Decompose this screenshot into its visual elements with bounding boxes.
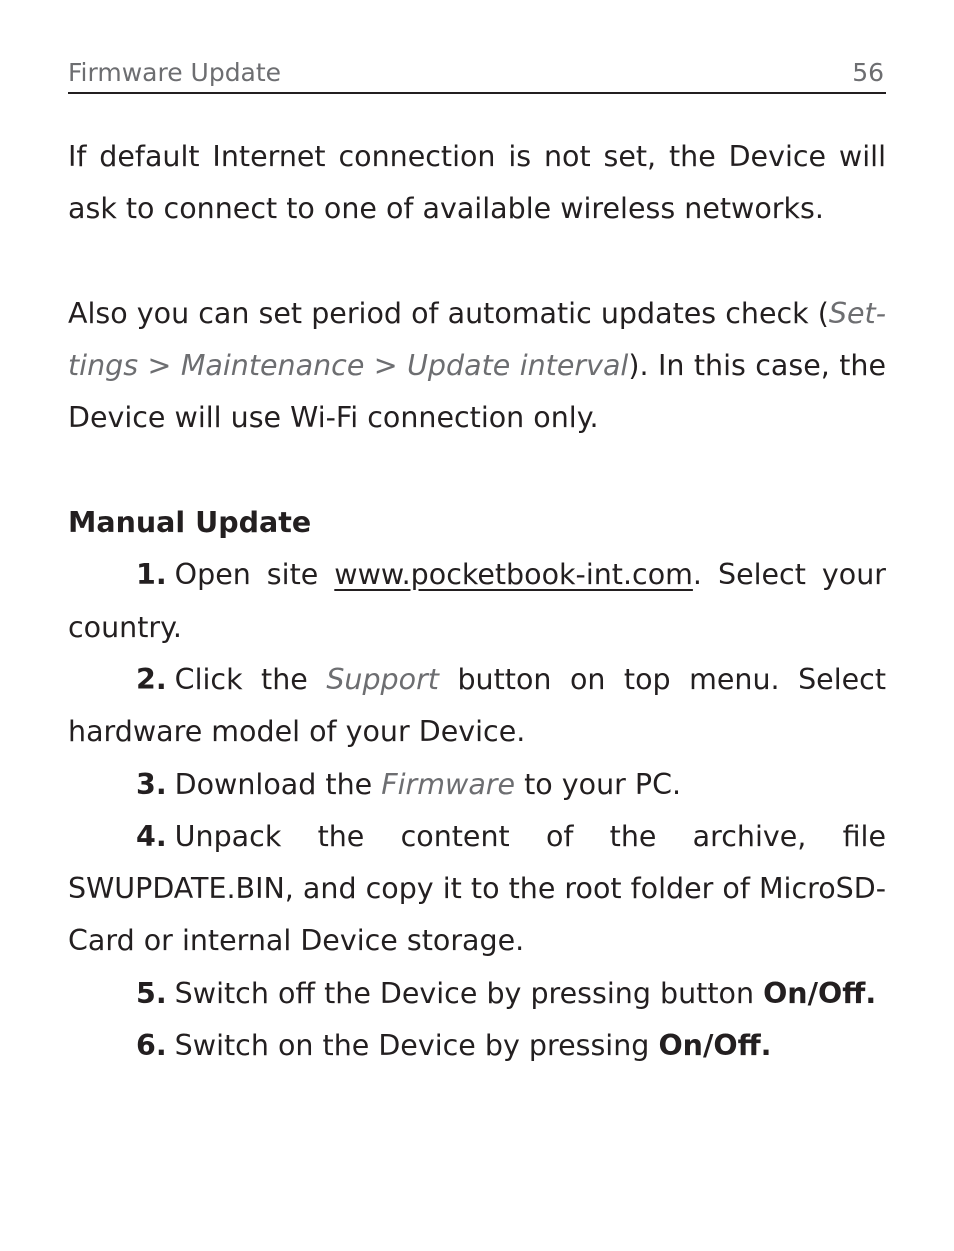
step-text: Unpack the content of the archive, file SWUPDATE.BIN, and copy it to the root folder of MicroSD-Card or internal Device storage. (68, 819, 886, 958)
page-header (68, 56, 886, 94)
page-content (68, 131, 886, 1072)
on-off-button-label: On/Off. (763, 976, 877, 1010)
step-text: Click the (174, 662, 327, 696)
paragraph-default-connection: If default Internet connection is not set, the Device will ask to connect to one of available wireless networks. (68, 140, 886, 226)
step-text: Download the (174, 767, 382, 801)
settings-path-separator: > (138, 349, 181, 383)
manual-update-heading: Manual Update (68, 506, 312, 540)
step-text: . Select your country. (68, 558, 886, 644)
paragraph-automatic-updates (68, 288, 886, 445)
pocketbook-site-link[interactable]: www.pocketbook-int.com (334, 558, 693, 592)
step-text: to your PC. (515, 767, 682, 801)
paragraph-text: ). In this case, the Device will use Wi-Fi connection only. (68, 349, 886, 435)
paragraph-gap (68, 445, 886, 497)
step-5 (68, 968, 886, 1020)
step-text: button on top menu. Select hardware model of your Device. (68, 662, 886, 749)
settings-path-separator: > (364, 349, 408, 383)
step-number: 5. (136, 976, 167, 1010)
section-title: Firmware Update (68, 58, 282, 87)
step-4 (68, 811, 886, 968)
step-number: 1. (136, 558, 167, 592)
step-number: 4. (136, 819, 167, 853)
step-2 (68, 654, 886, 759)
step-1 (68, 549, 886, 654)
page-number: 56 (852, 58, 884, 87)
support-button-label: Support (326, 662, 439, 696)
paragraph-text: Also you can set period of automatic updates check ( (68, 296, 829, 330)
step-6 (68, 1020, 886, 1072)
settings-path-settings: Settings (68, 296, 886, 383)
step-number: 6. (136, 1029, 167, 1063)
step-number: 3. (136, 767, 167, 801)
step-number: 2. (136, 662, 167, 696)
settings-path-maintenance: Maintenance (180, 349, 365, 383)
on-off-button-label: On/Off. (658, 1029, 772, 1063)
step-text: Switch off the Device by pressing button (174, 976, 764, 1010)
step-text: Switch on the Device by pressing (174, 1029, 659, 1063)
firmware-label: Firmware (381, 767, 516, 801)
paragraph-gap (68, 236, 886, 288)
step-3 (68, 759, 886, 811)
step-text: Open site (174, 558, 335, 592)
settings-path-update-interval: Update interval (407, 349, 629, 383)
